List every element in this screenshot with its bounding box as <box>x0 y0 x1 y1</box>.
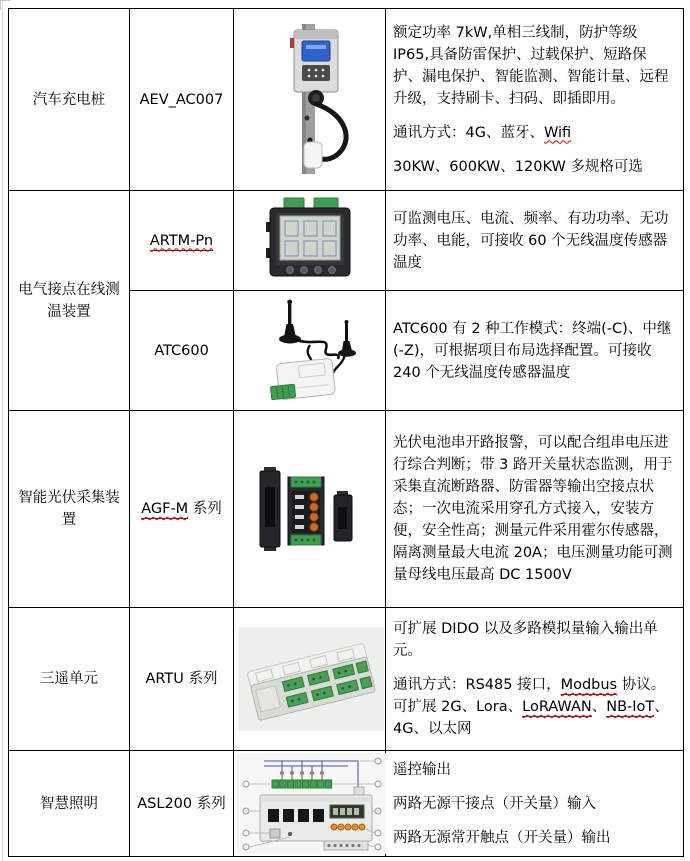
description-cell <box>386 191 684 291</box>
description-paragraph: 光伏电池串开路报警，可以配合组串电压进行综合判断；带 3 路开关量状态监测，用于采集直流断路器、防雷器等输出空接点状态；一次电流采用穿孔方式接入，安装方便，安全性高；测量元件采用霍尔传感器，隔离测量最大电流 20A；电压测量功能可测量母线电压最高 DC 1500V <box>393 435 673 583</box>
description-cell <box>386 751 684 857</box>
product-image-cell <box>234 291 386 411</box>
description-paragraph: 遥控输出 <box>393 761 451 778</box>
ev-charging-pile-image <box>250 18 370 182</box>
table-row <box>9 411 684 608</box>
category-cell: 三遥单元 <box>9 608 130 751</box>
model-cell: ARTM-Pn <box>130 191 234 291</box>
model-cell: ASL200 系列 <box>130 751 234 857</box>
table-row <box>9 751 684 857</box>
category-cell: 汽车充电桩 <box>9 9 130 191</box>
category-cell: 电气接点在线测温装置 <box>9 191 130 411</box>
description-cell <box>386 411 684 608</box>
product-image-cell <box>234 411 386 608</box>
atc600-wireless-transceiver-image <box>242 295 378 407</box>
artu-remote-terminal-unit-image <box>236 623 386 735</box>
description-paragraph: 通讯方式：4G、蓝牙、Wifi <box>393 124 572 141</box>
page-edge-line <box>2 0 3 861</box>
description-paragraph: 通讯方式：RS485 接口，Modbus 协议。可扩展 2G、Lora、LoRAWAN、NB-IoT、4G、以太网 <box>393 677 669 737</box>
model-cell: AEV_AC007 <box>130 9 234 191</box>
category-cell: 智能光伏采集装置 <box>9 411 130 608</box>
description-paragraph: 两路无源干接点（开关量）输入 <box>393 795 596 812</box>
model-cell: ATC600 <box>130 291 234 411</box>
product-image-cell <box>234 751 386 857</box>
description-paragraph: 可监测电压、电流、频率、有功功率、无功功率、电能，可接收 60 个无线温度传感器温度 <box>393 210 669 271</box>
table-row <box>9 191 684 291</box>
product-image-cell <box>234 191 386 291</box>
description-paragraph: 两路无源常开触点（开关量）输出 <box>393 829 611 846</box>
product-image-cell <box>234 608 386 751</box>
category-cell: 智慧照明 <box>9 751 130 857</box>
product-image-cell <box>234 9 386 191</box>
table-row <box>9 9 684 191</box>
model-cell: ARTU 系列 <box>130 608 234 751</box>
description-paragraph: 30KW、600KW、120KW 多规格可选 <box>393 158 643 175</box>
table-row <box>9 608 684 751</box>
asl200-wiring-diagram-image <box>236 753 386 854</box>
description-paragraph: 可扩展 DIDO 以及多路模拟量输入输出单元。 <box>393 621 658 659</box>
artm-panel-meter-image <box>260 196 360 286</box>
description-paragraph: ATC600 有 2 种工作模式：终端(-C)、中继(-Z)，可根据项目布局选择配置。可接收 240 个无线温度传感器温度 <box>393 320 672 381</box>
description-cell <box>386 291 684 411</box>
description-cell <box>386 9 684 191</box>
description-cell <box>386 608 684 751</box>
description-paragraph: 额定功率 7kW,单相三线制，防护等级 IP65,具备防雷保护、过载保护、短路保护、漏电保护、智能监测、智能计量、远程升级，支持刷卡、扫码、即插即用。 <box>393 24 669 107</box>
agf-m-din-module-image <box>248 459 372 559</box>
model-cell: AGF-M 系列 <box>130 411 234 608</box>
product-table <box>8 8 684 857</box>
